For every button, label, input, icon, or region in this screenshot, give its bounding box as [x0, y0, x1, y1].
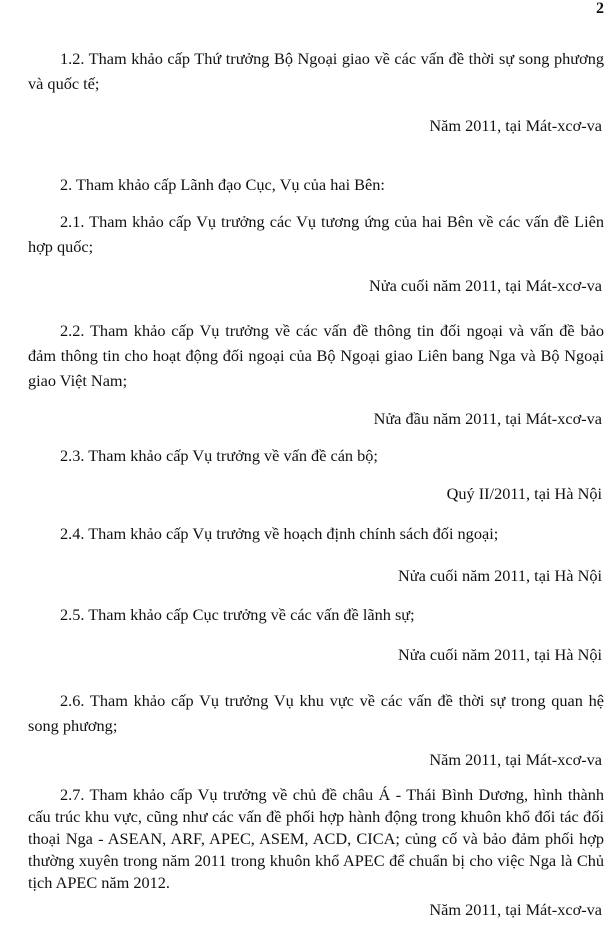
item-1-2-schedule: Năm 2011, tại Mát-xcơ-va — [429, 116, 602, 135]
item-2-2-text: 2.2. Tham khảo cấp Vụ trưởng về các vấn đề thông tin đối ngoại và vấn đề bảo đảm thông tin cho hoạt động đối ngoại của Bộ Ngoại giao Liên bang Nga và Bộ Ngoại giao Việt Nam; — [28, 321, 604, 390]
item-2-6-text: 2.6. Tham khảo cấp Vụ trưởng Vụ khu vực về các vấn đề thời sự trong quan hệ song phương; — [28, 691, 604, 735]
item-2-3-text: 2.3. Tham khảo cấp Vụ trưởng về vấn đề cán bộ; — [60, 446, 378, 465]
item-2-4-text: 2.4. Tham khảo cấp Vụ trưởng về hoạch định chính sách đối ngoại; — [60, 524, 499, 543]
item-2-6-schedule: Năm 2011, tại Mát-xcơ-va — [429, 750, 602, 769]
section-2-heading: 2. Tham khảo cấp Lãnh đạo Cục, Vụ của hai Bên: — [60, 175, 385, 194]
item-2-1-schedule: Nửa cuối năm 2011, tại Mát-xcơ-va — [369, 276, 602, 295]
item-1-2-text: 1.2. Tham khảo cấp Thứ trưởng Bộ Ngoại giao về các vấn đề thời sự song phương và quốc tế; — [28, 49, 604, 93]
page-number: 2 — [596, 0, 604, 17]
item-2-5-schedule: Nửa cuối năm 2011, tại Hà Nội — [397, 645, 602, 664]
item-2-2-schedule: Nửa đầu năm 2011, tại Mát-xcơ-va — [373, 409, 602, 428]
item-2-3-schedule: Quý II/2011, tại Hà Nội — [446, 484, 602, 503]
item-2-5-text: 2.5. Tham khảo cấp Cục trưởng về các vấn đề lãnh sự; — [60, 605, 415, 624]
item-2-7-text: 2.7. Tham khảo cấp Vụ trưởng về chủ đề châu Á - Thái Bình Dương, hình thành cấu trúc khu vực, cũng như các vấn đề phối hợp hành động trong khuôn khổ đối tác đối thoại Nga - ASEAN, ARF, APEC, ASEM, ACD, CICA; củng cố và bảo đảm phối hợp thường xuyên trong năm 2011 trong khuôn khổ APEC để chuẩn bị cho việc Nga là Chủ tịch APEC năm 2012. — [28, 785, 604, 892]
item-2-1-text: 2.1. Tham khảo cấp Vụ trưởng các Vụ tương ứng của hai Bên về các vấn đề Liên hợp quốc; — [28, 212, 604, 256]
item-2-7-schedule: Năm 2011, tại Mát-xcơ-va — [429, 900, 602, 919]
item-2-4-schedule: Nửa cuối năm 2011, tại Hà Nội — [397, 566, 602, 585]
